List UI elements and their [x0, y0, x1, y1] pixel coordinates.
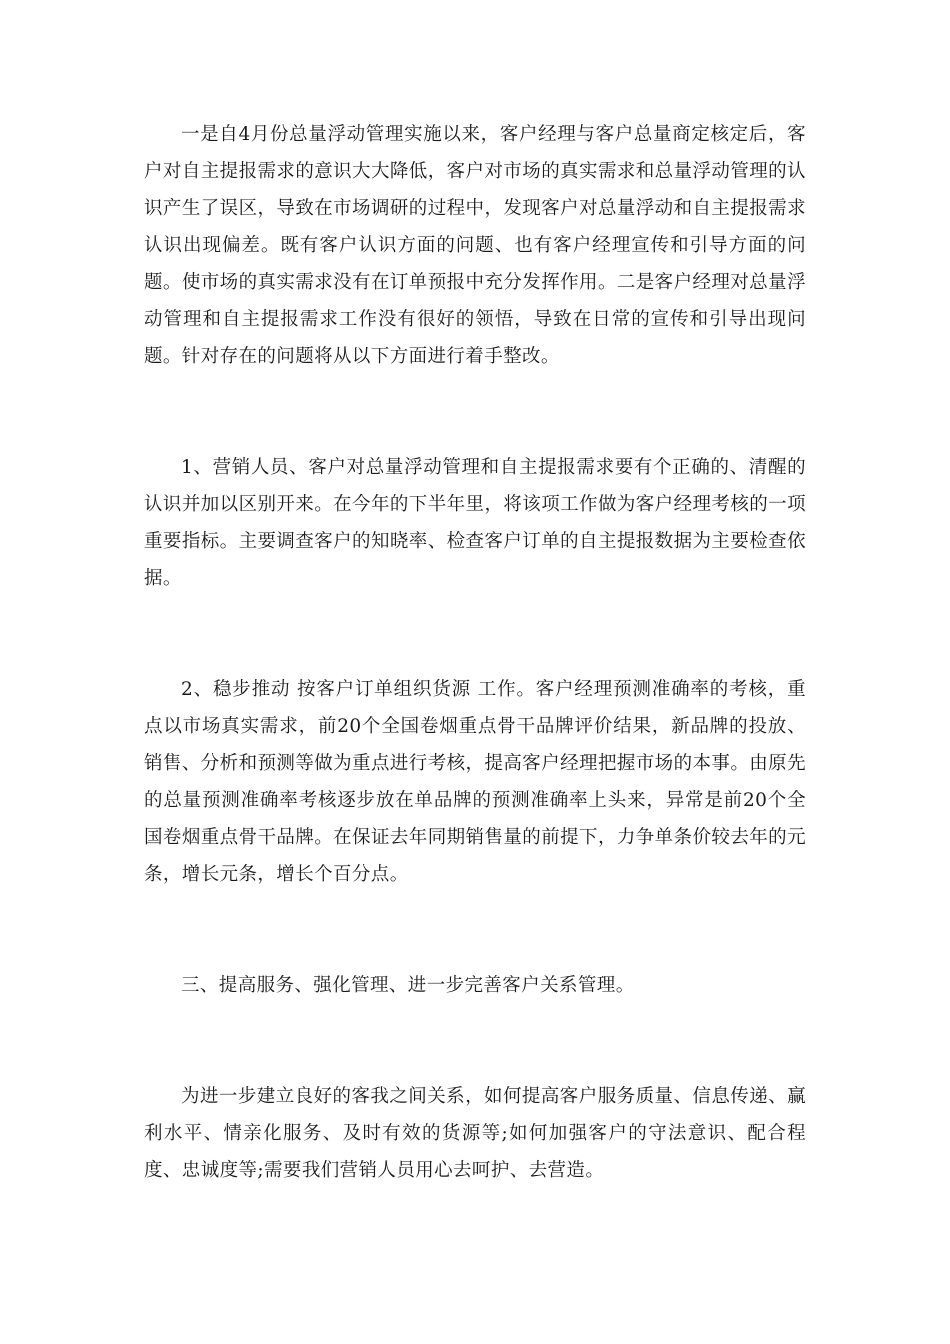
paragraph-customer-relations: 为进一步建立良好的客我之间关系，如何提高客户服务质量、信息传递、赢利水平、情亲化服务、及时有效的货源等;如何加强客户的守法意识、配合程度、忠诚度等;需要我们营销人员用心去呵护、去营造。: [144, 1086, 806, 1181]
document-body: [144, 116, 806, 1189]
paragraph-issue-analysis: 一是自4月份总量浮动管理实施以来，客户经理与客户总量商定核定后，客户对自主提报需求的意识大大降低，客户对市场的真实需求和总量浮动管理的认识产生了误区，导致在市场调研的过程中，发现客户对总量浮动和自主提报需求认识出现偏差。既有客户认识方面的问题、也有客户经理宣传和引导方面的问题。使市场的真实需求没有在订单预报中充分发挥作用。二是客户经理对总量浮动管理和自主提报需求工作没有很好的领悟，导致在日常的宣传和引导出现问题。针对存在的问题将从以下方面进行着手整改。: [144, 124, 806, 367]
section-heading-3: 三、提高服务、强化管理、进一步完善客户关系管理。: [181, 975, 635, 996]
paragraph-item-2: 2、稳步推动 按客户订单组织货源 工作。客户经理预测准确率的考核，重点以市场真实需求，前20个全国卷烟重点骨干品牌评价结果，新品牌的投放、销售、分析和预测等做为重点进行考核，提高客户经理把握市场的本事。由原先的总量预测准确率考核逐步放在单品牌的预测准确率上头来，异常是前20个全国卷烟重点骨干品牌。在保证去年同期销售量的前提下，力争单条价较去年的元条，增长元条，增长个百分点。: [144, 679, 806, 885]
paragraph-item-1: 1、营销人员、客户对总量浮动管理和自主提报需求要有个正确的、清醒的认识并加以区别开来。在今年的下半年里，将该项工作做为客户经理考核的一项重要指标。主要调查客户的知晓率、检查客户订单的自主提报数据为主要检查依据。: [144, 457, 806, 589]
